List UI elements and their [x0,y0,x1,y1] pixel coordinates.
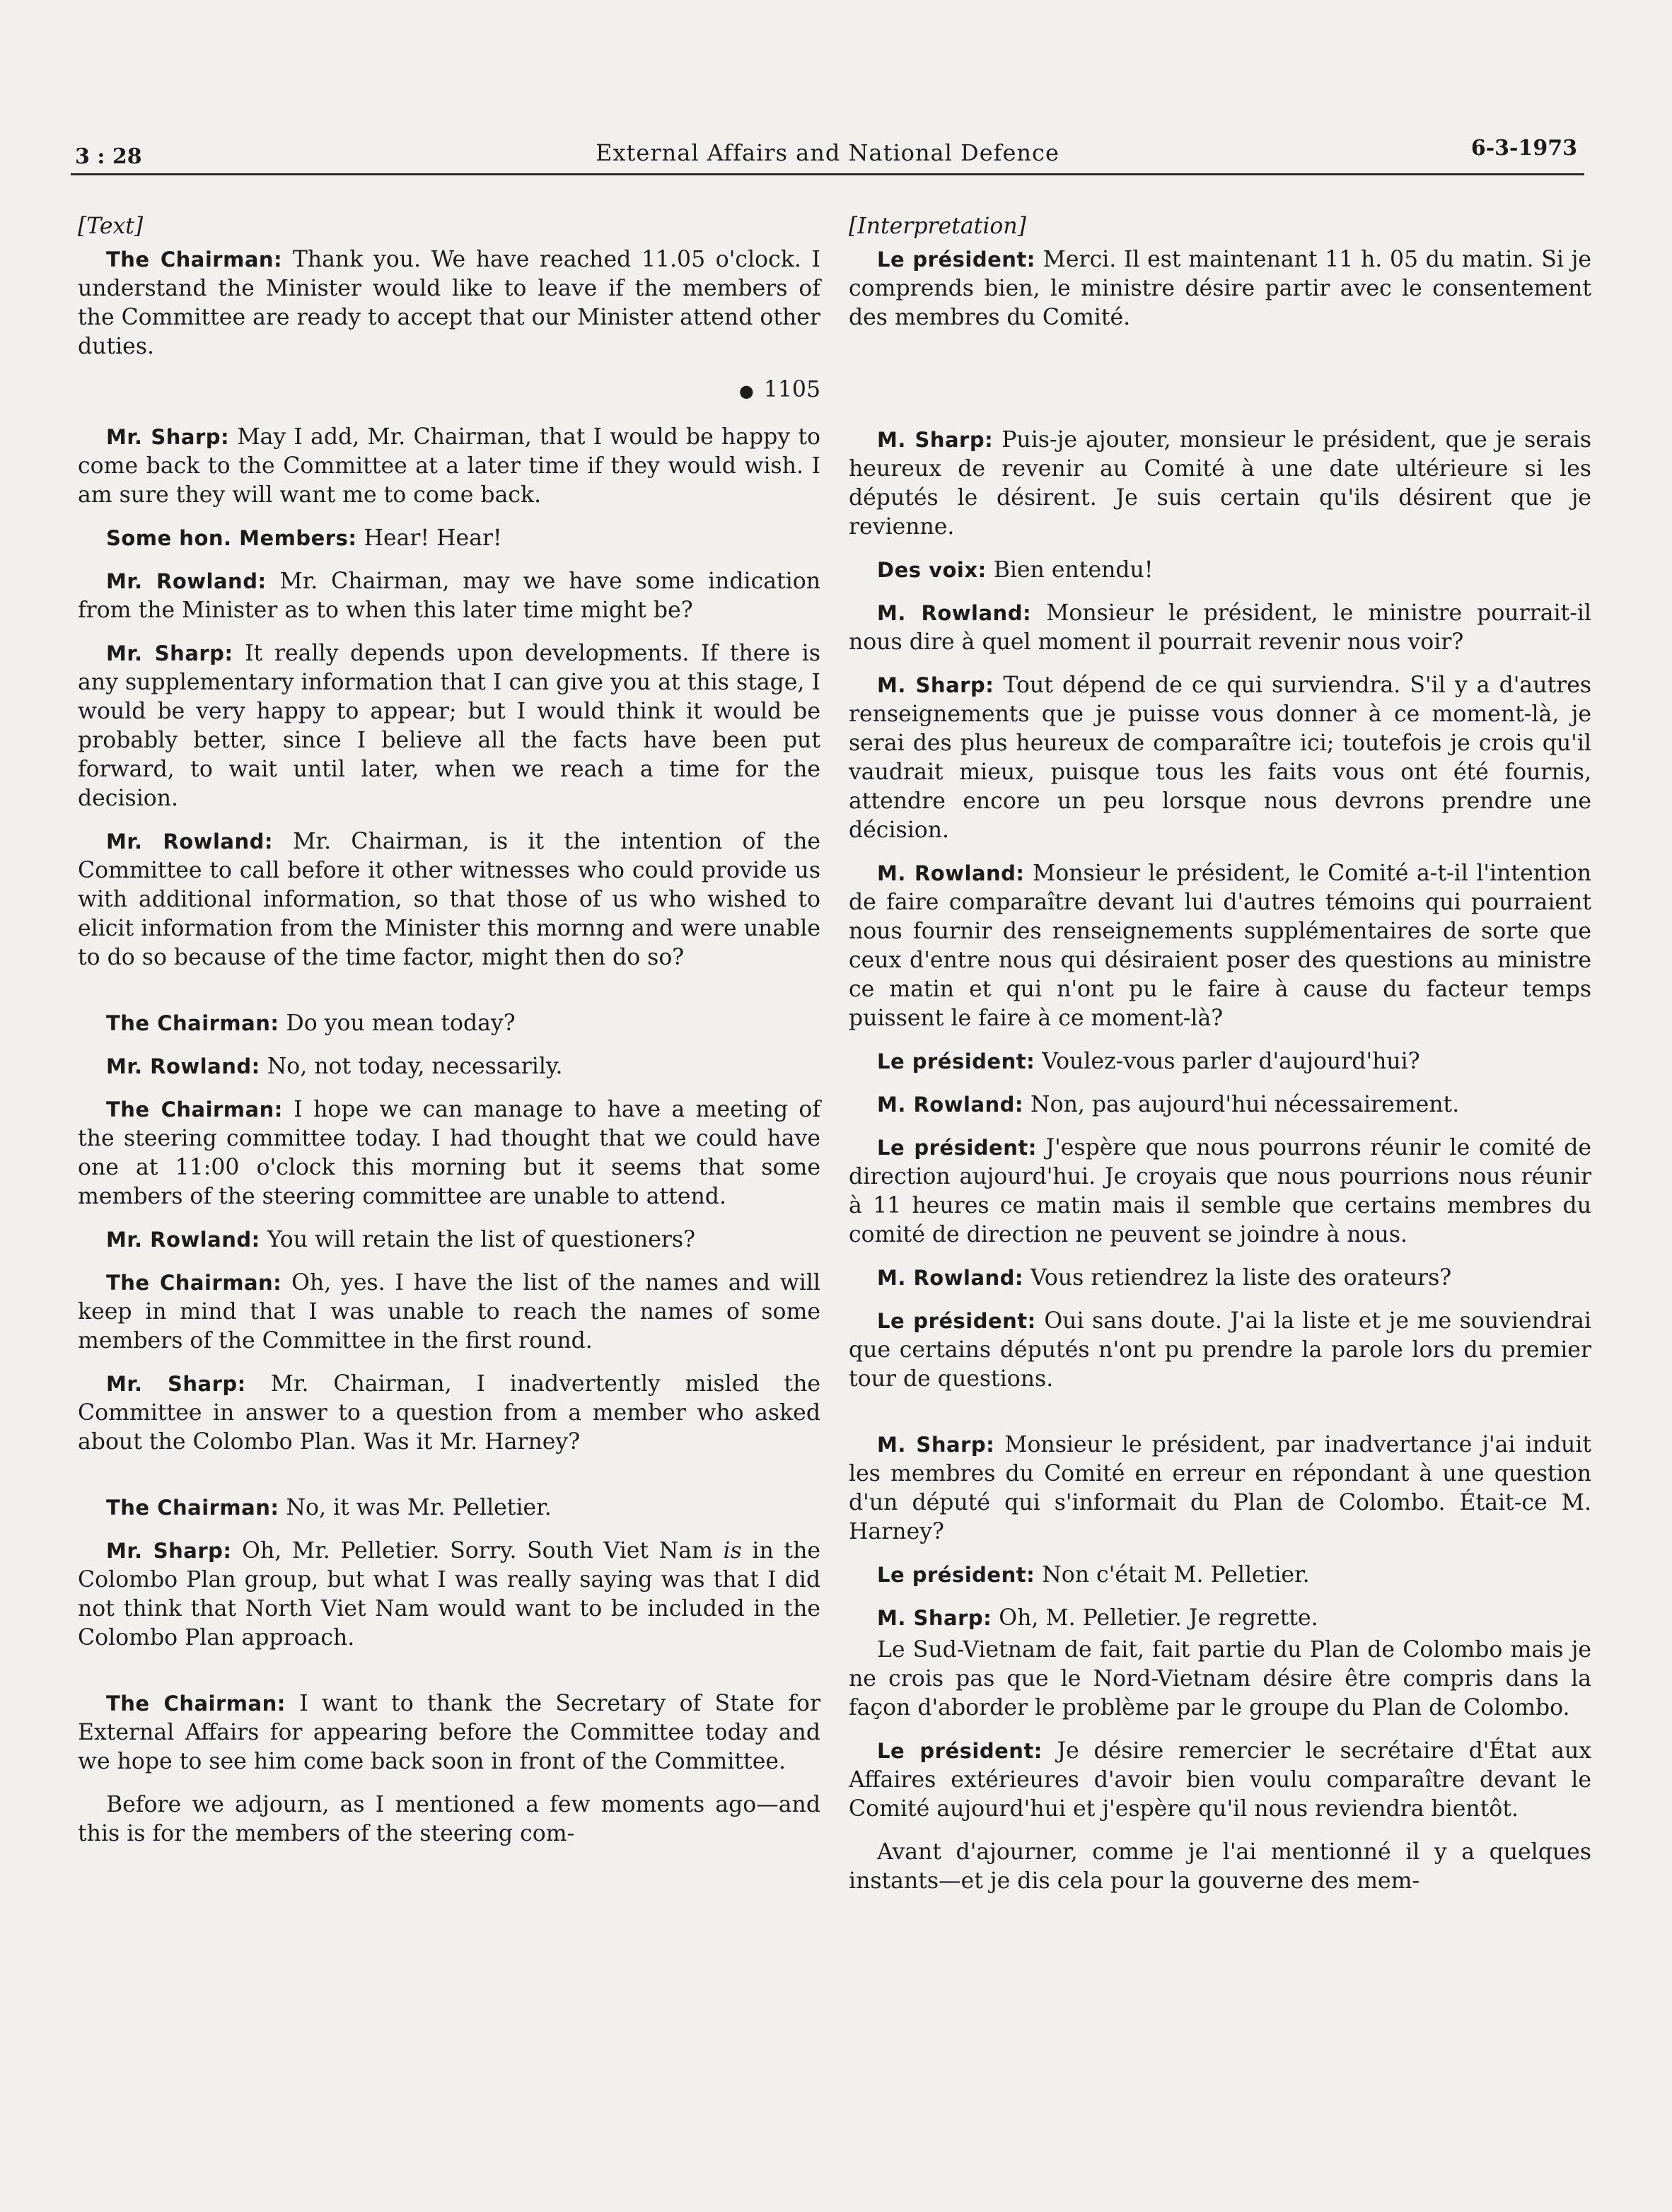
paragraph [78,1226,820,1255]
speech-text: Hear! Hear! [364,525,502,551]
speech-text: Do you mean today? [286,1011,516,1036]
spacer [849,1408,1591,1431]
page-date: 6-3-1973 [1470,136,1577,161]
time-marker-text: 1105 [763,377,820,402]
speech-text: Oh, yes. I have the list of the names and will keep in mind that I was unable to reach the names of some members of the Committee in the first round. [78,1270,820,1354]
speech-text: Monsieur le président, le ministre pourrait-il nous dire à quel moment il pourrait revenir nous voir? [849,600,1592,655]
emphasis: is [723,1538,742,1564]
time-marker [78,376,820,406]
speaker-name: The Chairman: [106,1692,286,1716]
paragraph [78,1095,820,1211]
speaker-name: M. Rowland: [877,861,1025,885]
speech-text: Oh, M. Pelletier. Je regrette. [999,1605,1318,1631]
speech-text: No, it was Mr. Pelletier. [286,1495,552,1520]
speech-text: Tout dépend de ce qui surviendra. S'il y a d'autres renseignements que je puisse vous donner à ce moment-là, je serai des plus heureux de comparaître ici; toutefois je crois qu'il vaudrait mieux, puisque tous les faits vous ont été fournis, attendre encore un peu lorsque nous devrons prendre une décision. [849,673,1592,843]
paragraph [849,599,1591,657]
paragraph [849,1737,1591,1824]
speech-text: I want to thank the Secretary of State for External Affairs for appearing before the Committee today and we hope to see him come back soon in front of the Committee. [78,1691,820,1774]
paragraph [78,423,820,510]
paragraph [849,556,1591,585]
speaker-name: Le président: [877,1136,1037,1160]
paragraph [849,1431,1591,1547]
paragraph [78,1009,820,1038]
paragraph [849,1307,1591,1394]
speech-text: It really depends upon developments. If there is any supplementary information that I can give you at this stage, I would be very happy to appear; but I would think it would be probably better, since I believe all the facts have been put forward, to wait until later, when we reach a time for the decision. [78,641,820,811]
speaker-name: Mr. Sharp: [106,1372,246,1396]
speaker-name: Mr. Rowland: [106,1054,260,1078]
speaker-name: Le président: [877,1309,1036,1333]
speaker-name: The Chairman: [106,1098,283,1122]
bullet-icon: ● [738,381,754,401]
speaker-name: Some hon. Members: [106,526,357,550]
french-column [849,212,1591,1910]
paragraph [78,1052,820,1081]
speech-text: Merci. Il est maintenant 11 h. 05 du matin. Si je comprends bien, le ministre désire partir avec le consentement des membres du Comité. [849,247,1591,330]
speech-text: I hope we can manage to have a meeting of the steering committee today. I had thought that we could have one at 11:00 o'clock this morning but it seems that some members of the steering committee are unable to attend. [78,1097,820,1209]
speech-text: May I add, Mr. Chairman, that I would be happy to come back to the Committee at a later time if they would wish. I am sure they will want me to come back. [78,424,820,508]
paragraph [78,1494,820,1523]
speaker-name: The Chairman: [106,1011,279,1035]
page-number: 3 : 28 [75,144,142,169]
speech-text: J'espère que nous pourrons réunir le comité de direction aujourd'hui. Je croyais que nous pourrions nous réunir à 11 heures ce matin mais il semble que certains membres du comité de direction ne peuvent se joindre à nous. [849,1135,1591,1247]
paragraph [78,524,820,553]
section-label: [Interpretation] [849,214,1026,239]
paragraph [849,245,1591,332]
speaker-name: M. Rowland: [877,601,1032,625]
paragraph [849,426,1591,542]
paragraph [78,1269,820,1356]
speech-text: You will retain the list of questioners? [267,1227,695,1252]
paragraph [849,859,1591,1033]
english-column [78,212,820,1863]
speaker-name: M. Sharp: [877,1606,992,1630]
speech-text: Thank you. We have reached 11.05 o'clock. I understand the Minister would like to leave if the members of the Committee are ready to accept that our Minister attend other duties. [78,247,820,359]
paragraph [849,671,1591,845]
spacer [78,986,820,1009]
paragraph [78,567,820,625]
paragraph [849,1264,1591,1293]
paragraph [78,1689,820,1776]
speech-text: Oui sans doute. J'ai la liste et je me souviendrai que certains députés n'ont pu prendre la parole lors du premier tour de questions. [849,1308,1591,1392]
spacer [849,386,1591,426]
spacer [78,1471,820,1494]
speech-text: Mr. Chairman, may we have some indication from the Minister as to when this later time might be? [78,569,820,623]
speech-text: No, not today, necessarily. [267,1054,563,1079]
speech-text: Oh, Mr. Pelletier. Sorry. South Viet Nam [242,1538,724,1564]
paragraph [849,1604,1591,1633]
speech-text: Monsieur le président, par inadvertance j'ai induit les membres du Comité en erreur en répondant à une question d'un député qui s'informait du Plan de Colombo. Était-ce M. Harney? [849,1432,1591,1544]
speaker-name: Mr. Rowland: [106,830,273,854]
speech-text: Puis-je ajouter, monsieur le président, que je serais heureux de revenir au Comité à une date ultérieure si les députés le désirent. Je suis certain qu'ils désirent que je revienne. [849,427,1591,540]
speaker-name: M. Sharp: [877,1433,995,1457]
paragraph [849,1090,1591,1119]
speech-text: Mr. Chairman, is it the intention of the Committee to call before it other witnesses who could provide us with additional information, so that those of us who wished to elicit information from the Minister this mornng and were unable to do so because of the time factor, might then do so? [78,829,820,970]
speaker-name: Mr. Rowland: [106,1228,260,1252]
paragraph [849,1636,1591,1723]
paragraph [78,1370,820,1457]
page-header [71,110,1584,175]
speech-text: Voulez-vous parler d'aujourd'hui? [1042,1049,1420,1074]
speaker-name: Mr. Rowland: [106,569,267,593]
speaker-name: M. Rowland: [877,1266,1024,1290]
speaker-name: M. Sharp: [877,428,994,452]
speaker-name: Le président: [877,1739,1043,1763]
speaker-name: M. Rowland: [877,1093,1024,1117]
section-label: [Text] [78,214,144,239]
speaker-name: Le président: [877,248,1035,272]
speech-text: Bien entendu! [993,557,1154,583]
speech-text: Monsieur le président, le Comité a-t-il l'intention de faire comparaître devant lui d'autres témoins qui pourraient nous fournir des renseignements supplémentaires de sorte que ceux d'entre nous qui désiraient poser des questions au ministre ce matin et qui n'ont pu le faire à cause du facteur temps puissent le faire à ce moment-là? [849,861,1591,1031]
speech-text: Mr. Chairman, I inadvertently misled the Committee in answer to a question from a member who asked about the Colombo Plan. Was it Mr. Harney? [78,1371,820,1455]
speaker-name: Le président: [877,1563,1035,1587]
spacer [78,1667,820,1689]
speaker-name: Des voix: [877,558,987,582]
speaker-name: M. Sharp: [877,673,994,697]
paragraph [78,245,820,361]
speech-text: Avant d'ajourner, comme je l'ai mentionné il y a quelques instants—et je dis cela pour la gouverne des mem- [849,1839,1591,1894]
speech-text: Je désire remercier le secrétaire d'État aux Affaires extérieures d'avoir bien voulu comparaître devant le Comité aujourd'hui et j'espère qu'il nous reviendra bientôt. [849,1738,1591,1822]
paragraph [849,1561,1591,1590]
paragraph [78,1791,820,1849]
paragraph [78,827,820,972]
page-title: External Affairs and National Defence [596,139,1059,166]
speech-text: in the Colombo Plan group, but what I was really saying was that I did not think that North Viet Nam would want to be included in the Colombo Plan approach. [78,1538,820,1651]
speech-text: Le Sud-Vietnam de fait, fait partie du Plan de Colombo mais je ne crois pas que le Nord-Vietnam désire être compris dans la façon d'aborder le problème par le groupe du Plan de Colombo. [849,1637,1591,1721]
speech-text: Non c'était M. Pelletier. [1042,1562,1310,1588]
speaker-name: Le président: [877,1049,1035,1073]
paragraph [78,639,820,813]
speech-text: Vous retiendrez la liste des orateurs? [1031,1265,1452,1291]
speaker-name: Mr. Sharp: [106,1539,232,1563]
paragraph [849,1838,1591,1896]
speaker-name: The Chairman: [106,1496,279,1520]
paragraph [78,1537,820,1653]
speaker-name: The Chairman: [106,1271,282,1295]
speaker-name: The Chairman: [106,248,283,272]
speaker-name: Mr. Sharp: [106,641,233,665]
speech-text: Before we adjourn, as I mentioned a few moments ago—and this is for the members of the steering com- [78,1792,820,1846]
speaker-name: Mr. Sharp: [106,425,230,449]
speech-text: Non, pas aujourd'hui nécessairement. [1031,1092,1460,1117]
paragraph [849,1134,1591,1250]
paragraph [849,1047,1591,1076]
spacer [849,347,1591,386]
